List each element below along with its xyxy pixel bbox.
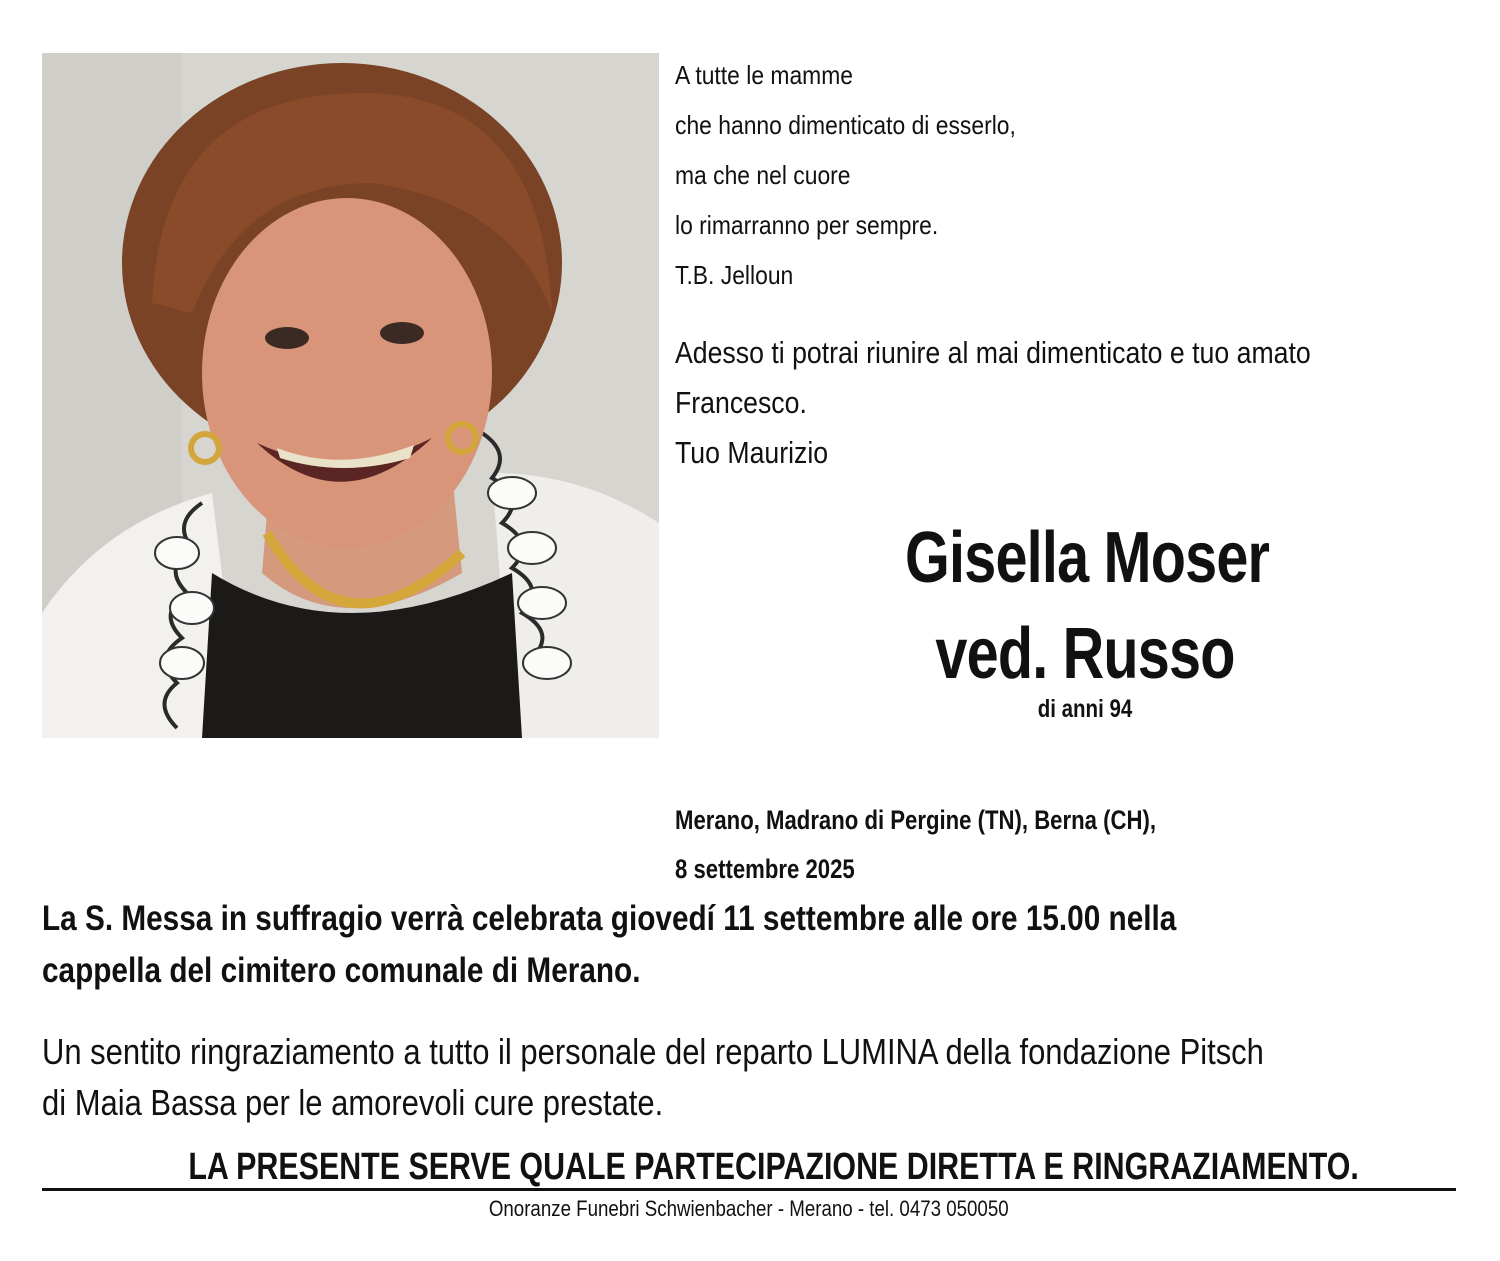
poem-author: T.B. Jelloun: [675, 260, 794, 290]
mass-line: La S. Messa in suffragio verrà celebrata giovedí 11 settembre alle ore 15.00 nella: [42, 899, 1177, 938]
poem-quote: [675, 50, 1095, 300]
places-line: Merano, Madrano di Pergine (TN), Berna (CH),: [675, 805, 1156, 835]
thanks-line: di Maia Bassa per le amorevoli cure prestate.: [42, 1082, 664, 1123]
deceased-name-block: [860, 510, 1310, 724]
footer-text: Onoranze Funebri Schwienbacher - Merano - tel. 0473 050050: [489, 1196, 1009, 1221]
dedication-signature: Tuo Maurizio: [675, 435, 829, 470]
dedication-line: Francesco.: [675, 385, 807, 420]
funeral-home-footer: [42, 1194, 1456, 1224]
deceased-married-name: ved. Russo: [935, 614, 1235, 694]
thanks-line: Un sentito ringraziamento a tutto il personale del reparto LUMINA della fondazione Pitsch: [42, 1031, 1264, 1072]
divider-rule: [42, 1188, 1456, 1191]
poem-line: lo rimarranno per sempre.: [675, 210, 939, 240]
deceased-age: di anni 94: [1037, 695, 1133, 723]
poem-line: ma che nel cuore: [675, 160, 851, 190]
poem-line: A tutte le mamme: [675, 60, 854, 90]
thanks-text: [42, 1026, 1462, 1128]
mass-announcement: [42, 893, 1462, 997]
notice-text: LA PRESENTE SERVE QUALE PARTECIPAZIONE DIRETTA E RINGRAZIAMENTO.: [188, 1146, 1359, 1188]
dedication-line: Adesso ti potrai riunire al mai dimenticato e tuo amato: [675, 335, 1311, 370]
portrait-illustration: [42, 53, 659, 738]
dedication-text: [675, 328, 1455, 478]
places-and-date: [675, 796, 1475, 894]
portrait-photo: [42, 53, 659, 738]
poem-line: che hanno dimenticato di esserlo,: [675, 110, 1016, 140]
date-line: 8 settembre 2025: [675, 854, 855, 884]
participation-notice: [42, 1143, 1456, 1191]
mass-line: cappella del cimitero comunale di Merano.: [42, 951, 641, 990]
deceased-name: Gisella Moser: [905, 518, 1270, 598]
